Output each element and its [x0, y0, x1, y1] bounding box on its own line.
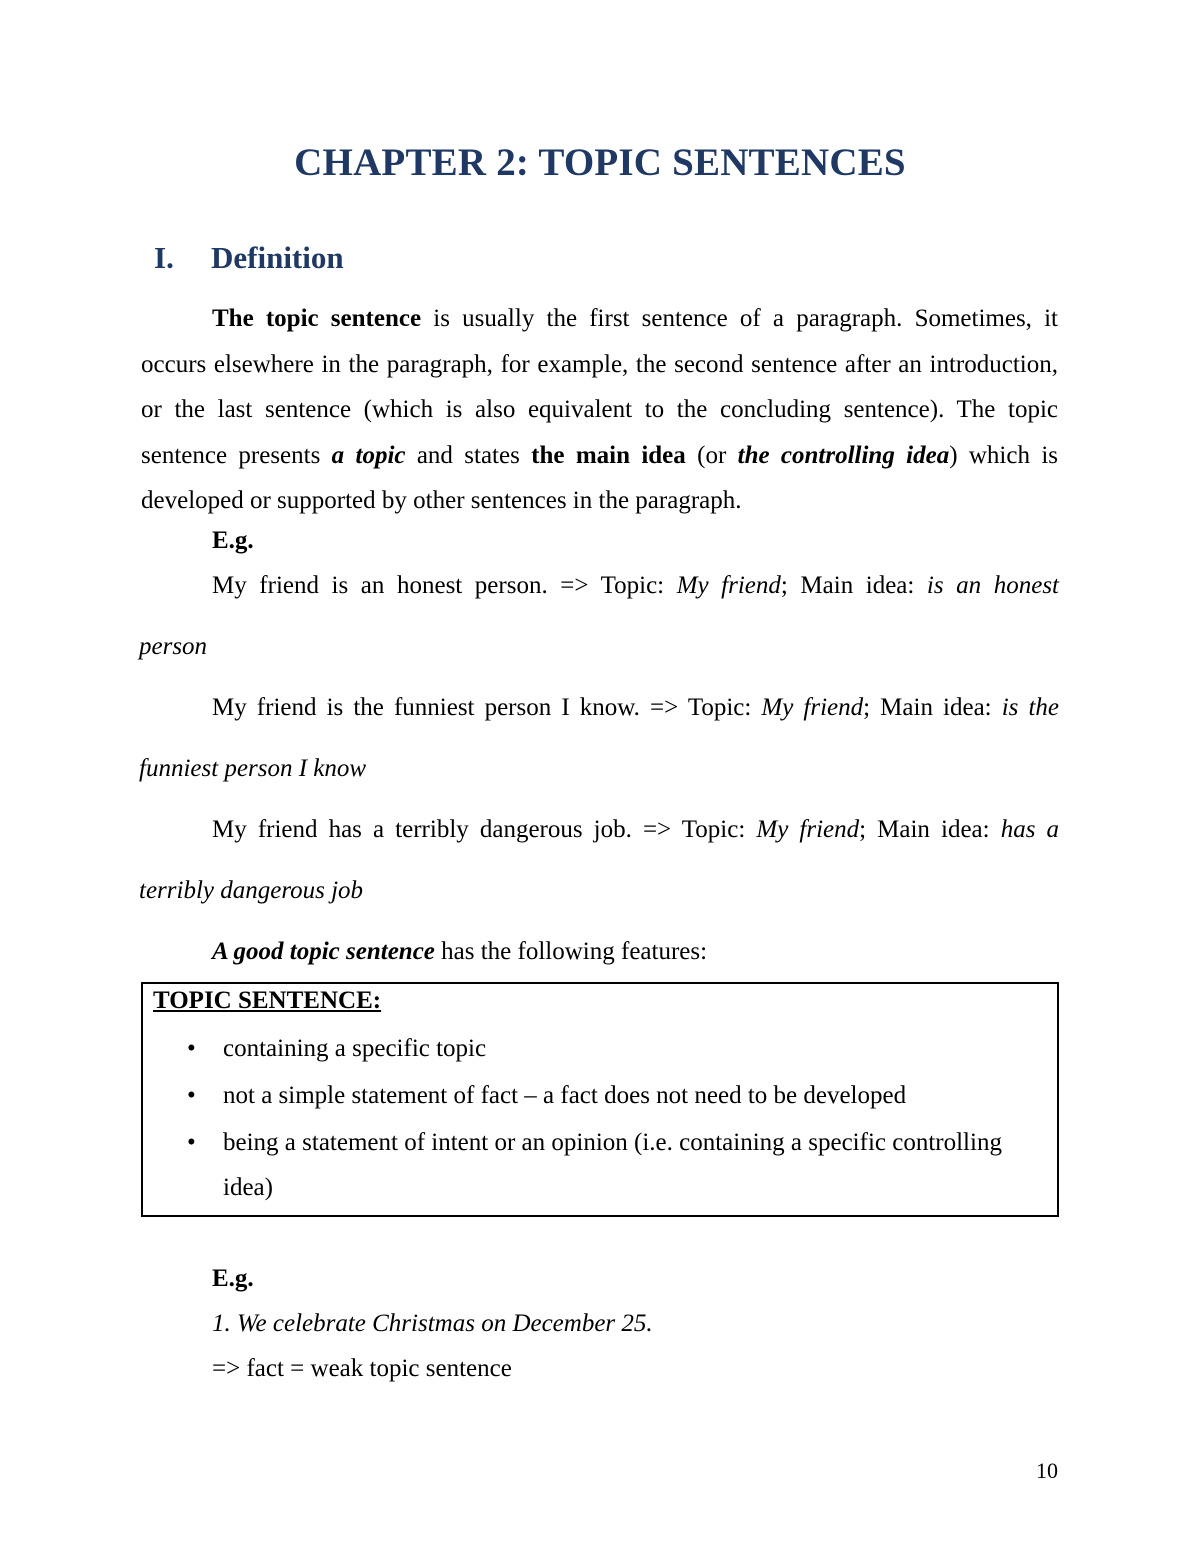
good-topic-term: A good topic sentence: [212, 938, 435, 965]
example-mid: ; Main idea:: [780, 572, 927, 599]
feature-box: [141, 982, 1059, 1217]
section-heading: [154, 240, 344, 276]
example-sentence: My friend is the funniest person I know. => Topic:: [212, 694, 762, 721]
example-line: [212, 694, 1059, 722]
bullet-icon: •: [187, 1082, 196, 1109]
term-controlling-idea: the controlling idea: [737, 441, 950, 469]
feature-box-title: TOPIC SENTENCE:: [153, 987, 382, 1014]
example-idea: is an honest: [926, 572, 1060, 599]
example-idea-continued: funniest person I know: [139, 755, 367, 782]
page-number: 10: [1036, 1458, 1058, 1483]
example-label: E.g.: [212, 527, 254, 554]
example-idea-continued: person: [139, 633, 208, 660]
chapter-title: CHAPTER 2: TOPIC SENTENCES: [294, 141, 906, 184]
term-topic-sentence: The topic sentence: [212, 305, 422, 332]
good-topic-rest: has the following features:: [434, 938, 708, 965]
example-idea-continued: terribly dangerous job: [139, 877, 364, 904]
feature-item-text: containing a specific topic: [223, 1035, 487, 1062]
definition-text-2: and states: [405, 441, 532, 469]
example-line: [212, 816, 1059, 844]
example-label: E.g.: [212, 1265, 254, 1292]
example-topic: My friend: [756, 816, 860, 843]
feature-item-text: not a simple statement of fact – a fact does not need to be developed: [223, 1082, 907, 1109]
example-idea: has a: [1000, 816, 1060, 843]
example-sentence: My friend is an honest person. => Topic:: [212, 572, 677, 599]
example-topic: My friend: [761, 694, 864, 721]
bullet-icon: •: [187, 1035, 196, 1062]
definition-paragraph: [141, 296, 1058, 524]
feature-item-text: being a statement of intent or an opinion (i.e. containing a specific controlling idea): [223, 1129, 1002, 1201]
example-mid: ; Main idea:: [859, 816, 1001, 843]
definition-text-4: ) which is developed or supported by other sentences in the paragraph.: [141, 441, 1058, 514]
example-mid: ; Main idea:: [863, 694, 1002, 721]
good-topic-intro: [212, 938, 707, 966]
bullet-icon: •: [187, 1129, 196, 1156]
term-a-topic: a topic: [331, 441, 406, 469]
example-line: [212, 572, 1059, 600]
definition-text-3: (or: [685, 441, 738, 469]
example-idea: is the: [1001, 694, 1060, 721]
example-fact-result: => fact = weak topic sentence: [212, 1355, 512, 1382]
term-main-idea: the main idea: [531, 441, 686, 469]
section-number: I.: [154, 240, 174, 275]
section-title: Definition: [211, 240, 344, 275]
example-topic: My friend: [676, 572, 781, 599]
definition-text-1: is usually the first sentence of a paragraph. Sometimes, it occurs elsewhere in the paragraph, for example, the second sentence after an introduction, or the last sentence (which is also equivalent to the concluding sentence). The topic sentence presents: [141, 305, 1058, 469]
example-sentence: My friend has a terribly dangerous job. => Topic:: [212, 816, 757, 843]
example-fact: 1. We celebrate Christmas on December 25.: [212, 1310, 653, 1337]
